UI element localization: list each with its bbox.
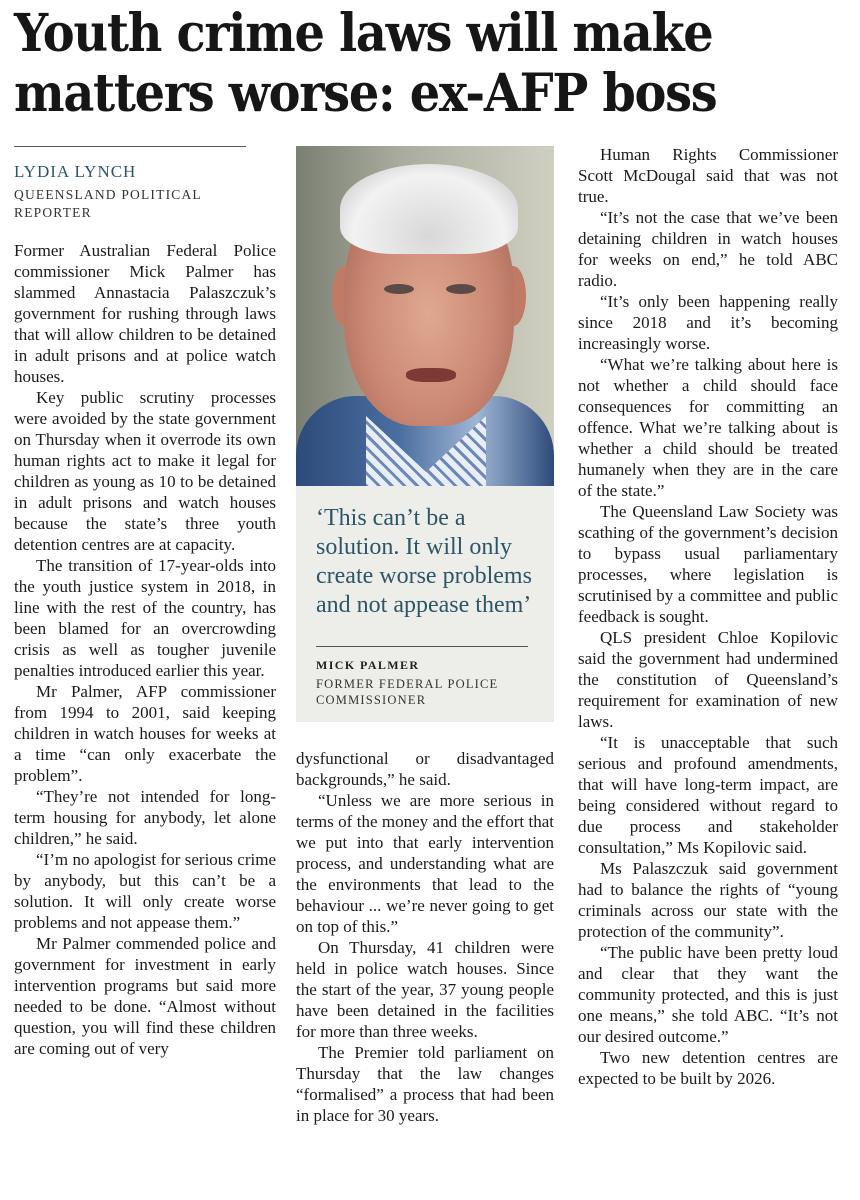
photo-mouth <box>406 368 456 382</box>
pull-quote-rule <box>316 646 528 647</box>
headline-line-1: Youth crime laws will make <box>14 3 713 64</box>
paragraph: The Premier told parliament on Thursday that the law changes “formalised” a process that had been in place for 30 years. <box>296 1043 554 1125</box>
paragraph: Mr Palmer commended police and government for investment in early intervention programs but said more needed to be done. “Almost without question, you will find these children are coming out of very <box>14 934 276 1058</box>
headline-line-2: matters worse: ex-AFP boss <box>14 63 717 124</box>
article-column-1 <box>14 240 276 1059</box>
pull-quote-box <box>296 486 554 722</box>
byline <box>14 162 254 222</box>
pull-quote-name: MICK PALMER <box>316 658 420 672</box>
author-role <box>14 186 254 222</box>
pull-quote-role-line-2: COMMISSIONER <box>316 693 427 707</box>
paragraph: “I’m no apologist for serious crime by anybody, but this can’t be a solution. It will only create worse problems and not appease them.” <box>14 850 276 932</box>
paragraph: Mr Palmer, AFP commissioner from 1994 to 2001, said keeping children in watch houses for weeks at a time “can only exacerbate the problem”. <box>14 682 276 785</box>
paragraph: QLS president Chloe Kopilovic said the government had undermined the constitution of Queensland’s requirement for examination of new laws. <box>578 628 838 731</box>
photo-eye-left <box>384 284 414 294</box>
author-role-line-1: QUEENSLAND POLITICAL <box>14 187 202 202</box>
author-name: LYDIA LYNCH <box>14 162 137 181</box>
photo-eye-right <box>446 284 476 294</box>
paragraph: Two new detention centres are expected to be built by 2026. <box>578 1048 838 1088</box>
paragraph: “It’s not the case that we’ve been detaining children in watch houses for weeks on end,” he told ABC radio. <box>578 208 838 290</box>
paragraph: “What we’re talking about here is not whether a child should face consequences for committing an offence. What we’re talking about is whether a child should be treated humanely when they are in the care of the state.” <box>578 355 838 500</box>
paragraph: The transition of 17-year-olds into the youth justice system in 2018, in line with the rest of the country, has been blamed for an overcrowding crisis as well as tougher juvenile penalties introduced earlier this year. <box>14 556 276 680</box>
paragraph: Human Rights Commissioner Scott McDougal said that was not true. <box>578 145 838 206</box>
paragraph: Key public scrutiny processes were avoided by the state government on Thursday when it overrode its own human rights act to make it legal for children as young as 10 to be detained in adult prisons and watch houses because the state’s three youth detention centres are at capacity. <box>14 388 276 554</box>
byline-rule <box>14 146 246 147</box>
article-column-2 <box>296 748 554 1126</box>
pull-quote-text: ‘This can’t be a solution. It will only create worse problems and not appease them’ <box>316 505 532 618</box>
pull-quote-role <box>316 676 536 708</box>
photo-hair <box>340 164 518 254</box>
paragraph: On Thursday, 41 children were held in police watch houses. Since the start of the year, 37 young people have been detained in the facilities for more than three weeks. <box>296 938 554 1041</box>
headline <box>14 4 783 124</box>
article-column-3 <box>578 144 838 1089</box>
pull-quote-role-line-1: FORMER FEDERAL POLICE <box>316 677 499 691</box>
paragraph: “The public have been pretty loud and clear that they want the community protected, and this is just one means,” she told ABC. “It’s not our desired outcome.” <box>578 943 838 1046</box>
paragraph: “Unless we are more serious in terms of the money and the effort that we put into that early intervention process, and understanding what are the environments that lead to the behaviour ... we’re never going to get on top of this.” <box>296 791 554 936</box>
paragraph: Ms Palaszczuk said government had to balance the rights of “young criminals across our state with the protection of the community”. <box>578 859 838 941</box>
paragraph: Former Australian Federal Police commissioner Mick Palmer has slammed Annastacia Palaszczuk’s government for rushing through laws that will allow children to be detained in adult prisons and at police watch houses. <box>14 241 276 386</box>
paragraph: “It’s only been happening really since 2018 and it’s becoming increasingly worse. <box>578 292 838 353</box>
paragraph: “It is unacceptable that such serious and profound amendments, that will have long-term impact, are being considered without regard to due process and stakeholder consultation,” Ms Kopilovic said. <box>578 733 838 857</box>
paragraph: dysfunctional or disadvantaged backgrounds,” he said. <box>296 749 554 789</box>
paragraph: “They’re not intended for long-term housing for anybody, let alone children,” he said. <box>14 787 276 848</box>
paragraph: The Queensland Law Society was scathing of the government’s decision to bypass usual parliamentary processes, where legislation is scrutinised by a committee and public feedback is sought. <box>578 502 838 626</box>
portrait-photo <box>296 146 554 486</box>
author-role-line-2: REPORTER <box>14 205 92 220</box>
